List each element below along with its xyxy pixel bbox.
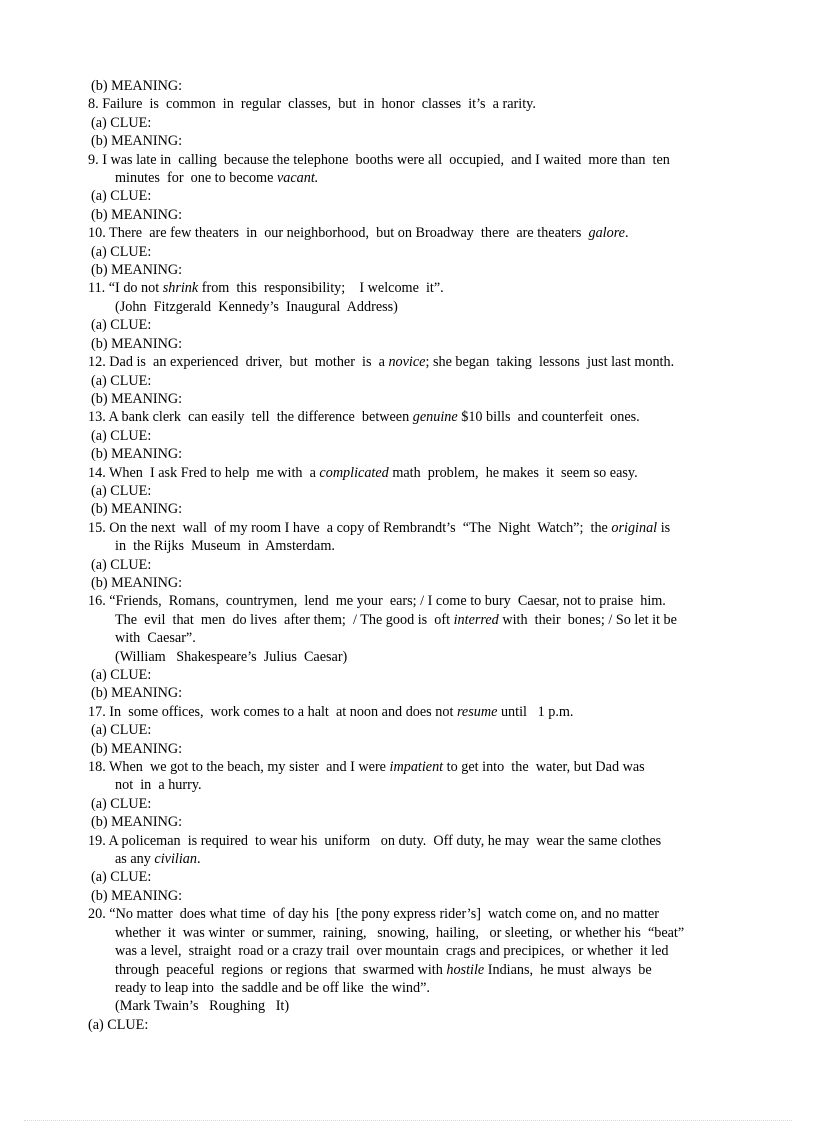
question-9-continuation: minutes for one to become vacant. — [115, 170, 319, 187]
question-9: 9. I was late in calling because the telephone booths were all occupied, and I waited more than ten — [88, 151, 670, 168]
meaning-label: (b) MEANING: — [91, 206, 183, 223]
exercise-list — [88, 77, 736, 1034]
question-14: 14. When I ask Fred to help me with a complicated math problem, he makes it seem so easy. — [88, 464, 638, 481]
meaning-label: (b) MEANING: — [91, 501, 183, 518]
vocab-word: galore — [588, 225, 625, 242]
question-20: 20. “No matter does what time of day his [the pony express rider’s] watch come on, and no matter — [88, 906, 660, 923]
question-16-continuation: The evil that men do lives after them; / The good is oft interred with their bones; / So let it be — [115, 611, 677, 628]
question-10: 10. There are few theaters in our neighborhood, but on Broadway there are theaters galore. — [88, 225, 629, 242]
question-18-continuation: not in a hurry. — [115, 777, 202, 794]
clue-label: (a) CLUE: — [91, 114, 152, 131]
quote-attribution: (William Shakespeare’s Julius Caesar) — [115, 648, 348, 665]
question-11: 11. “I do not shrink from this responsibility; I welcome it”. — [88, 280, 444, 297]
vocab-word: complicated — [319, 464, 389, 481]
meaning-label: (b) MEANING: — [91, 574, 183, 591]
vocab-word: impatient — [389, 759, 444, 776]
question-8: 8. Failure is common in regular classes, but in honor classes it’s a rarity. — [88, 96, 536, 113]
clue-label: (a) CLUE: — [91, 243, 152, 260]
meaning-label: (b) MEANING: — [91, 685, 183, 702]
vocab-word: resume — [456, 703, 498, 720]
question-12: 12. Dad is an experienced driver, but mother is a novice; she began taking lessons just last month. — [88, 354, 675, 371]
clue-label: (a) CLUE: — [91, 188, 152, 205]
clue-label: (a) CLUE: — [91, 795, 152, 812]
page-bottom-rule — [24, 1120, 792, 1121]
clue-label: (a) CLUE: — [91, 427, 152, 444]
vocab-word: interred — [453, 611, 499, 628]
meaning-label: (b) MEANING: — [91, 446, 183, 463]
vocab-word: novice — [388, 354, 426, 371]
clue-label: (a) CLUE: — [91, 869, 152, 886]
question-19-continuation: as any civilian. — [115, 851, 201, 868]
quote-attribution: (Mark Twain’s Roughing It) — [115, 998, 290, 1015]
meaning-label: (b) MEANING: — [91, 814, 183, 831]
question-19: 19. A policeman is required to wear his uniform on duty. Off duty, he may wear the same clothes — [88, 832, 662, 849]
question-20-continuation: ready to leap into the saddle and be off like the wind”. — [115, 979, 430, 996]
clue-label: (a) CLUE: — [91, 556, 152, 573]
vocab-word: civilian — [154, 851, 197, 868]
clue-label: (a) CLUE: — [91, 667, 152, 683]
vocab-word: hostile — [446, 961, 485, 978]
clue-label: (a) CLUE: — [91, 317, 152, 334]
clue-label: (a) CLUE: — [91, 372, 152, 389]
question-18: 18. When we got to the beach, my sister and I were impatient to get into the water, but Dad was — [88, 759, 645, 776]
meaning-label: (b) MEANING: — [91, 740, 183, 757]
question-16-continuation: with Caesar”. — [115, 630, 196, 647]
question-16: 16. “Friends, Romans, countrymen, lend me your ears; / I come to bury Caesar, not to praise him. — [88, 593, 666, 610]
meaning-label: (b) MEANING: — [91, 78, 183, 94]
clue-label: (a) CLUE: — [88, 1016, 149, 1033]
meaning-label: (b) MEANING: — [91, 887, 183, 904]
meaning-label: (b) MEANING: — [91, 133, 183, 150]
question-20-continuation: through peaceful regions or regions that swarmed with hostile Indians, he must always be — [115, 961, 652, 978]
question-20-continuation: was a level, straight road or a crazy trail over mountain crags and precipices, or whether it led — [115, 943, 669, 960]
question-17: 17. In some offices, work comes to a halt at noon and does not resume until 1 p.m. — [88, 703, 574, 720]
vocab-word: vacant. — [276, 170, 319, 187]
vocab-word: shrink — [162, 280, 199, 297]
question-20-continuation: whether it was winter or summer, raining, snowing, hailing, or sleeting, or whether his “beat” — [115, 924, 685, 941]
vocab-word: genuine — [412, 409, 458, 426]
meaning-label: (b) MEANING: — [91, 390, 183, 407]
question-15-continuation: in the Rijks Museum in Amsterdam. — [115, 538, 335, 555]
clue-label: (a) CLUE: — [91, 482, 152, 499]
clue-label: (a) CLUE: — [91, 722, 152, 739]
question-13: 13. A bank clerk can easily tell the difference between genuine $10 bills and counterfeit ones. — [88, 409, 640, 426]
quote-attribution: (John Fitzgerald Kennedy’s Inaugural Address) — [115, 298, 398, 315]
meaning-label: (b) MEANING: — [91, 335, 183, 352]
meaning-label: (b) MEANING: — [91, 262, 183, 279]
vocab-word: original — [611, 519, 658, 536]
question-15: 15. On the next wall of my room I have a copy of Rembrandt’s “The Night Watch”; the original is — [88, 519, 671, 536]
